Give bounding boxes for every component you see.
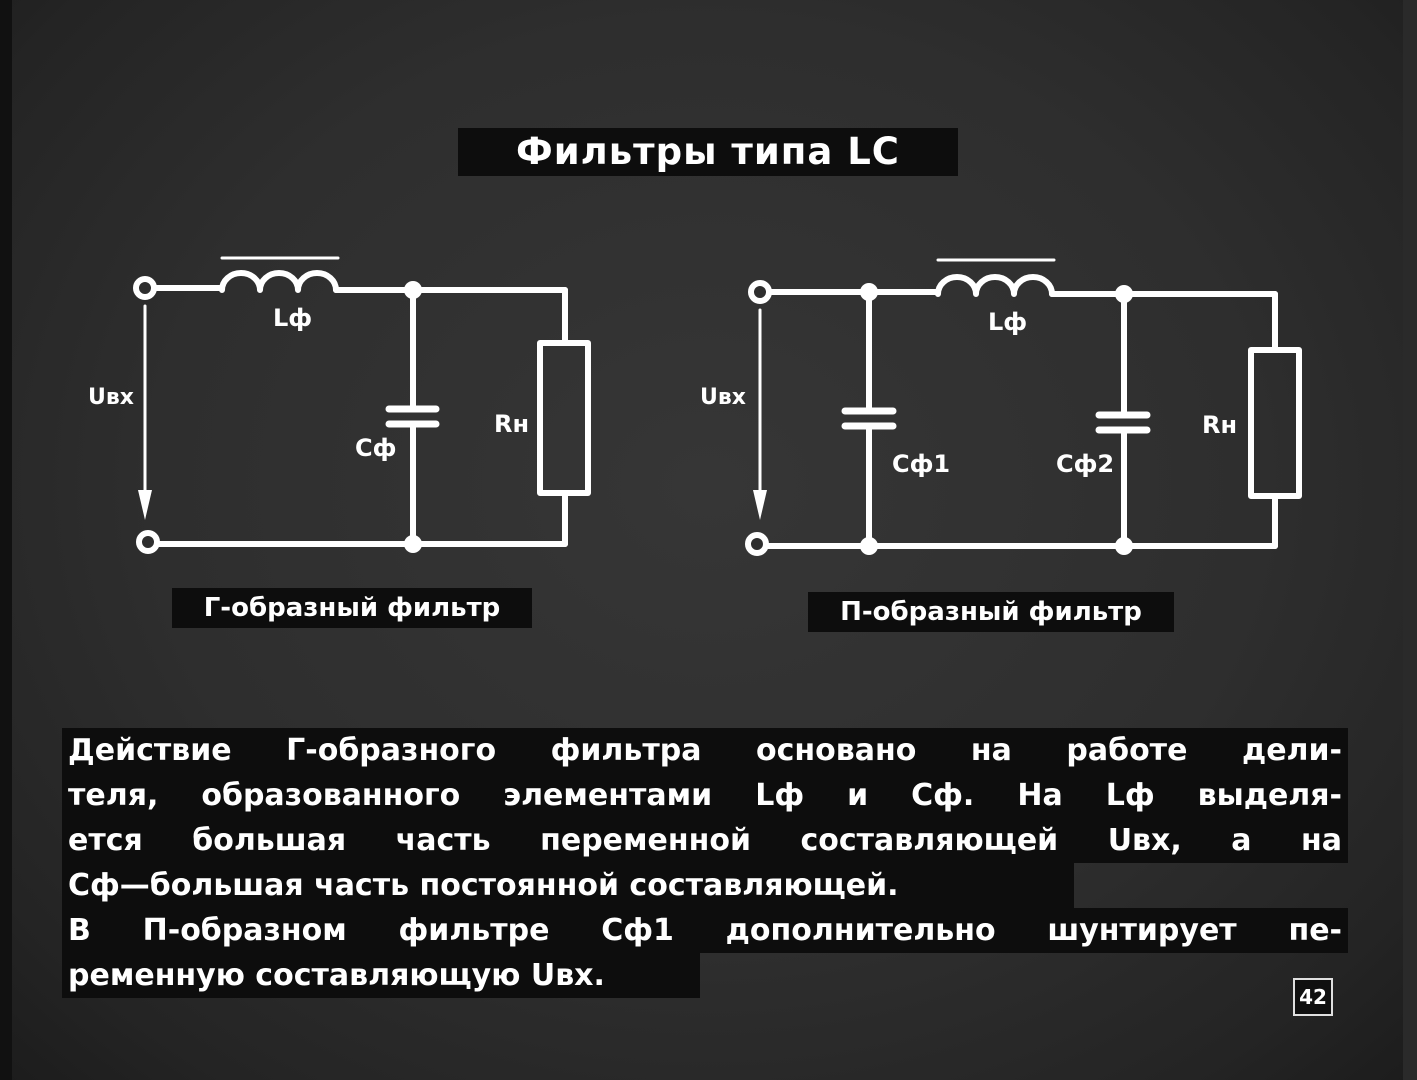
pi-filter-label-input: Uвх bbox=[700, 385, 746, 410]
slide-title: Фильтры типа LC bbox=[458, 128, 958, 176]
pi-filter-label-load: Rн bbox=[1202, 411, 1238, 439]
pi-filter-label-capacitor1: Cф1 bbox=[892, 450, 951, 478]
pi-filter-junction-bottom-2 bbox=[1115, 537, 1133, 555]
description-line-1: Действие Г-образного фильтра основано на работе дели- bbox=[62, 728, 1348, 773]
l-filter-voltage-arrowhead bbox=[138, 490, 152, 520]
page-number: 42 bbox=[1293, 978, 1333, 1016]
l-filter-junction-top bbox=[404, 281, 422, 299]
pi-filter-input-terminal-bottom bbox=[748, 535, 766, 553]
l-filter-diagram bbox=[136, 258, 588, 553]
l-filter-label-load: Rн bbox=[494, 410, 530, 438]
l-filter-input-terminal-bottom bbox=[139, 533, 157, 551]
l-filter-load-resistor bbox=[540, 343, 588, 493]
description-line-3: ется большая часть переменной составляющей Uвх, а на bbox=[62, 818, 1348, 863]
pi-filter-caption: П-образный фильтр bbox=[808, 592, 1174, 632]
pi-filter-voltage-arrowhead bbox=[753, 490, 767, 520]
l-filter-caption: Г-образный фильтр bbox=[172, 588, 532, 628]
pi-filter-junction-top-2 bbox=[1115, 285, 1133, 303]
l-filter-label-input: Uвх bbox=[88, 385, 134, 410]
pi-filter-load-resistor bbox=[1251, 350, 1299, 496]
description-text bbox=[62, 728, 1348, 998]
description-line-4: Cф—большая часть постоянной составляющей. bbox=[62, 863, 1074, 908]
l-filter-label-inductor: Lф bbox=[273, 304, 313, 332]
description-line-2: теля, образованного элементами Lф и Cф. На Lф выделя- bbox=[62, 773, 1348, 818]
l-filter-inductor bbox=[222, 273, 336, 290]
pi-filter-inductor bbox=[938, 277, 1052, 294]
pi-filter-label-capacitor2: Cф2 bbox=[1056, 450, 1115, 478]
pi-filter-junction-bottom-1 bbox=[860, 537, 878, 555]
pi-filter-label-inductor: Lф bbox=[988, 308, 1028, 336]
pi-filter-junction-top-1 bbox=[860, 283, 878, 301]
l-filter-junction-bottom bbox=[404, 535, 422, 553]
description-line-5: В П-образном фильтре Cф1 дополнительно шунтирует пе- bbox=[62, 908, 1348, 953]
description-line-6: ременную составляющую Uвх. bbox=[62, 953, 700, 998]
pi-filter-diagram bbox=[748, 260, 1299, 555]
l-filter-label-capacitor: Cф bbox=[355, 434, 397, 462]
